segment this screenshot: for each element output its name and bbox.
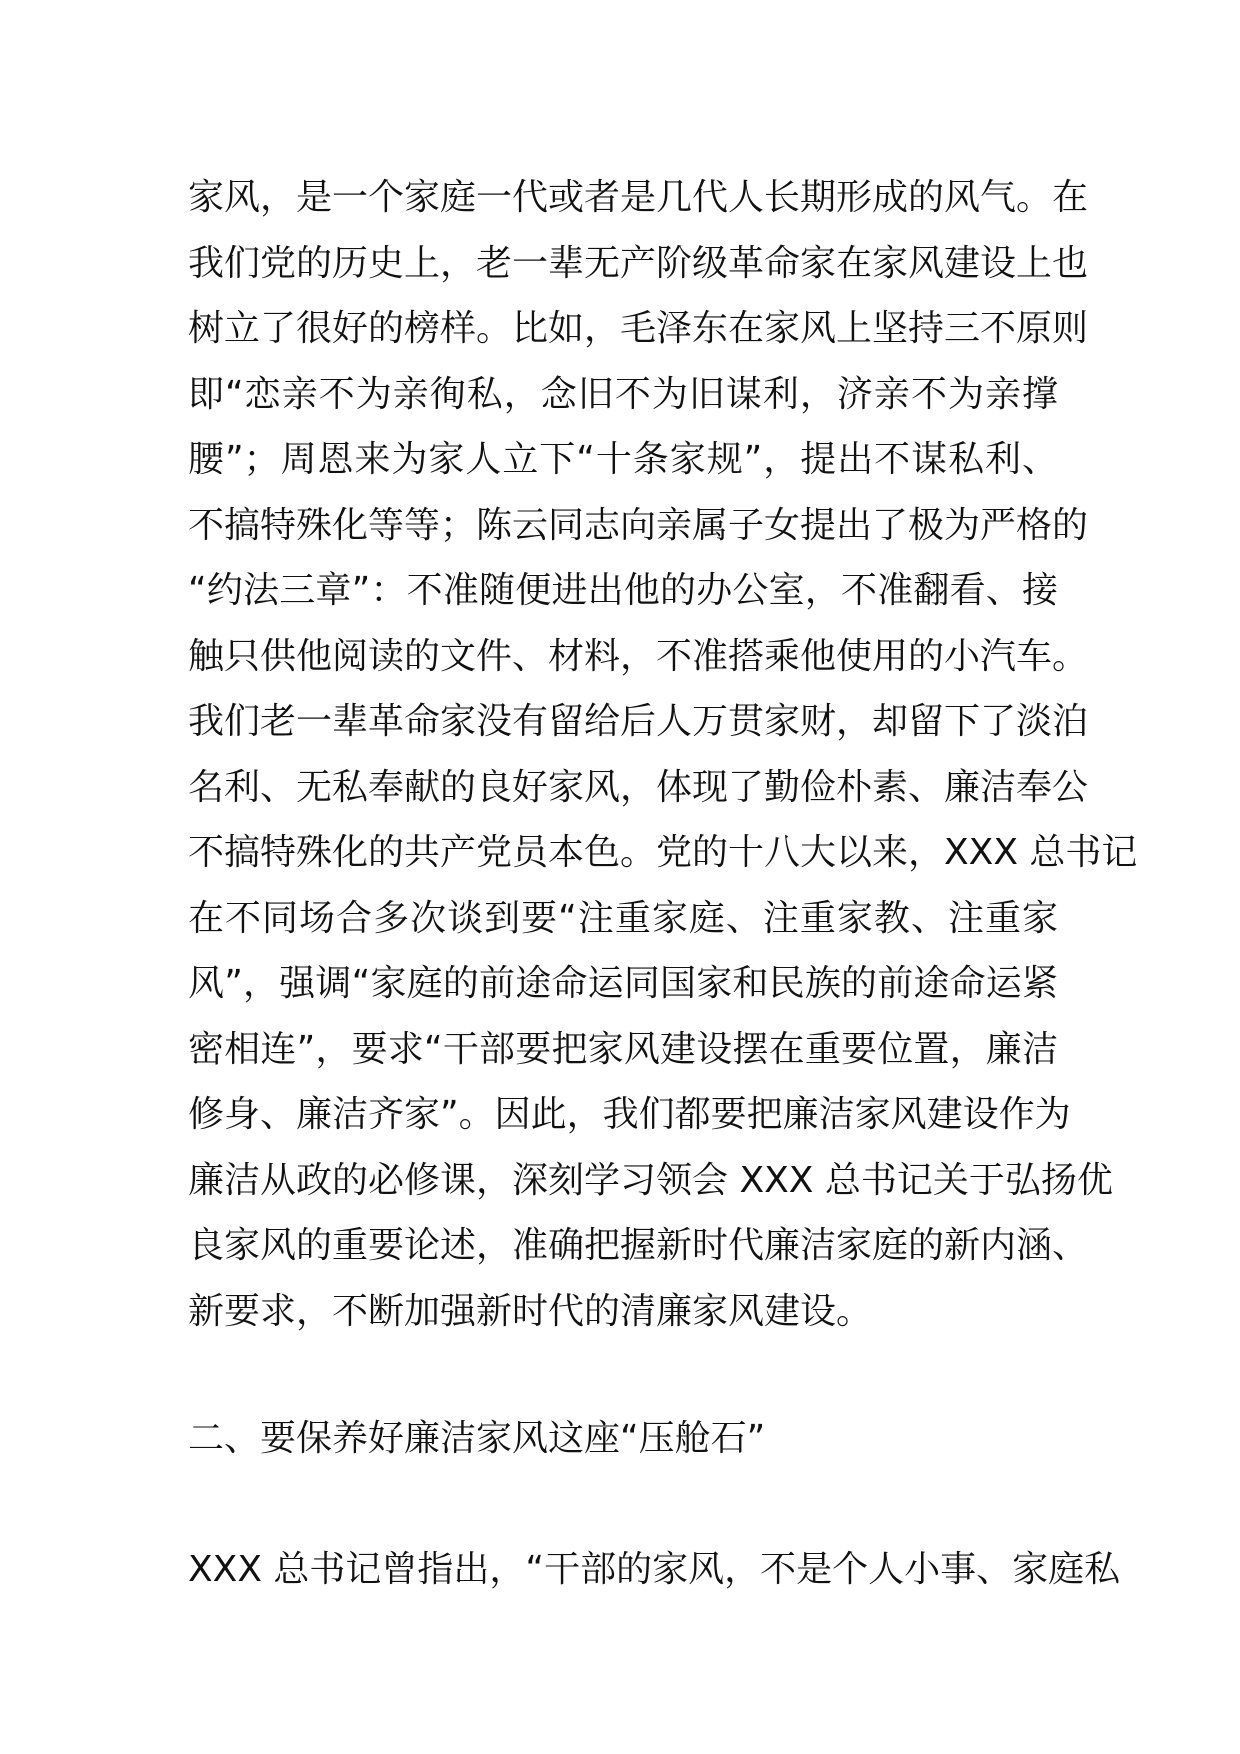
paragraph-line: XXX 总书记曾指出，“干部的家风，不是个人小事、家庭私 [188,1549,1121,1590]
section-heading [188,1406,1058,1472]
paragraph-line: 良家风的重要论述，准确把握新时代廉洁家庭的新内涵、 [188,1225,1089,1266]
paragraph-line: 腰”；周恩来为家人立下“十条家规”，提出不谋私利、 [188,439,1058,480]
paragraph-line: 不搞特殊化等等；陈云同志向亲属子女提出了极为严格的 [188,504,1089,546]
paragraph-family-style-history [188,165,1138,1344]
paragraph-line: 名利、无私奉献的良好家风，体现了勤俭朴素、廉洁奉公 [188,766,1089,808]
paragraph-line: 风”，强调“家庭的前途命运同国家和民族的前途命运紧 [188,963,1058,1004]
paragraph-line: 即“恋亲不为亲徇私，念旧不为旧谋利，济亲不为亲撑 [188,373,1058,415]
paragraph-line: 树立了很好的榜样。比如，毛泽东在家风上坚持三不原则 [188,308,1089,349]
paragraph-line: 在不同场合多次谈到要“注重家庭、注重家教、注重家 [188,897,1058,939]
paragraph-line: 家风，是一个家庭一代或者是几代人长期形成的风气。在 [188,177,1089,218]
paragraph-line: “约法三章”：不准随便进出他的办公室，不准翻看、接 [188,570,1058,611]
paragraph-line: 我们党的历史上，老一辈无产阶级革命家在家风建设上也 [188,242,1089,284]
paragraph-line: 触只供他阅读的文件、材料，不准搭乘他使用的小汽车。 [188,635,1089,677]
paragraph-line: 密相连”，要求“干部要把家风建设摆在重要位置，廉洁 [188,1028,1058,1070]
paragraph-line: 修身、廉洁齐家”。因此，我们都要把廉洁家风建设作为 [188,1094,1071,1135]
paragraph-line: 廉洁从政的必修课，深刻学习领会 XXX 总书记关于弘扬优 [188,1159,1113,1201]
heading-text: 二、要保养好廉洁家风这座“压舱石” [188,1418,766,1459]
paragraph-cadre-family-style [188,1537,1121,1603]
paragraph-line: 新要求，不断加强新时代的清廉家风建设。 [188,1290,873,1332]
paragraph-line: 我们老一辈革命家没有留给后人万贯家财，却留下了淡泊 [188,701,1089,742]
paragraph-line: 不搞特殊化的共产党员本色。党的十八大以来，XXX 总书记 [188,832,1138,873]
